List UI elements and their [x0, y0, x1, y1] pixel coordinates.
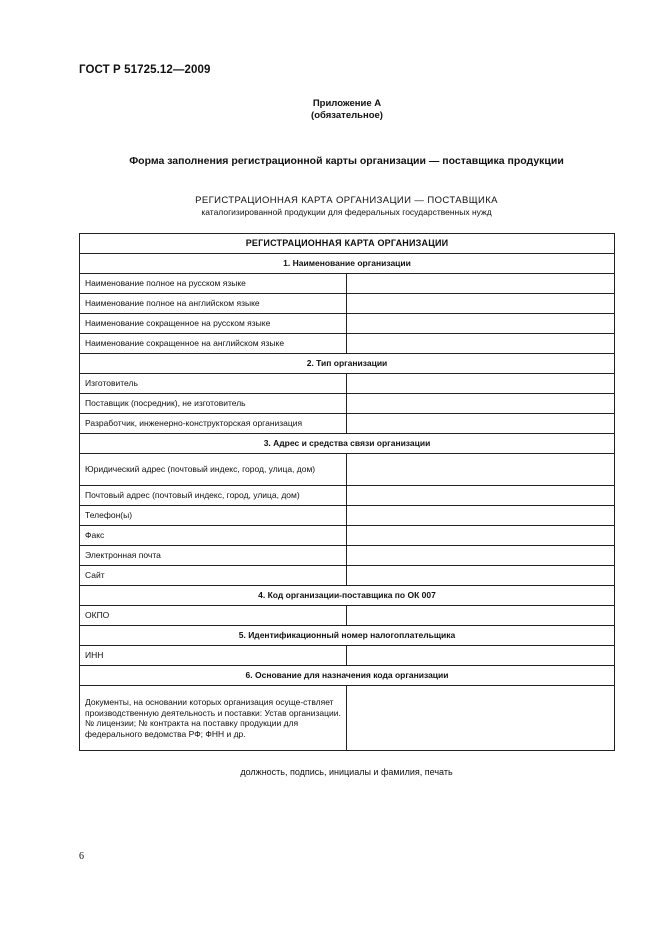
section-title: 3. Адрес и средства связи организации [80, 434, 615, 454]
table-row [80, 566, 615, 586]
section-title: 5. Идентификационный номер налогоплательщика [80, 626, 615, 646]
section-title: 6. Основание для назначения кода организации [80, 666, 615, 686]
field-label: ОКПО [80, 606, 347, 626]
table-row [80, 374, 615, 394]
registration-card-table [79, 233, 615, 751]
signature-line: должность, подпись, инициалы и фамилия, печать [240, 767, 453, 777]
field-label: Наименование сокращенное на английском языке [80, 334, 347, 354]
table-row [80, 274, 615, 294]
form-title: Форма заполнения регистрационной карты организации — поставщика продукции [129, 155, 564, 167]
field-label: Юридический адрес (почтовый индекс, город, улица, дом) [80, 454, 347, 486]
field-value-cell[interactable] [347, 394, 615, 414]
annex-status: (обязательное) [311, 110, 383, 121]
field-label: Факс [80, 526, 347, 546]
field-value-cell[interactable] [347, 274, 615, 294]
table-heading: РЕГИСТРАЦИОННАЯ КАРТА ОРГАНИЗАЦИИ [80, 234, 615, 254]
section-header-row [80, 254, 615, 274]
standard-designation: ГОСТ Р 51725.12—2009 [79, 64, 211, 76]
field-value-cell[interactable] [347, 686, 615, 751]
section-header-row [80, 434, 615, 454]
field-value-cell[interactable] [347, 526, 615, 546]
table-row [80, 646, 615, 666]
field-value-cell[interactable] [347, 606, 615, 626]
annex-block [0, 98, 661, 122]
section-header-row [80, 626, 615, 646]
table-row [80, 506, 615, 526]
table-row [80, 486, 615, 506]
table-heading-row [80, 234, 615, 254]
section-title: 4. Код организации-поставщика по ОК 007 [80, 586, 615, 606]
table-row [80, 294, 615, 314]
field-value-cell[interactable] [347, 334, 615, 354]
field-label: Изготовитель [80, 374, 347, 394]
table-row [80, 334, 615, 354]
table-row [80, 454, 615, 486]
table-row [80, 546, 615, 566]
field-label: Наименование полное на русском языке [80, 274, 347, 294]
annex-title: Приложение А [312, 98, 382, 109]
table-row [80, 686, 615, 751]
field-label: Телефон(ы) [80, 506, 347, 526]
field-label: ИНН [80, 646, 347, 666]
field-value-cell[interactable] [347, 294, 615, 314]
field-label: Почтовый адрес (почтовый индекс, город, улица, дом) [80, 486, 347, 506]
field-value-cell[interactable] [347, 454, 615, 486]
table-row [80, 526, 615, 546]
table-row [80, 606, 615, 626]
section-header-row [80, 666, 615, 686]
field-value-cell[interactable] [347, 566, 615, 586]
field-value-cell[interactable] [347, 546, 615, 566]
field-value-cell[interactable] [347, 646, 615, 666]
field-value-cell[interactable] [347, 486, 615, 506]
field-value-cell[interactable] [347, 414, 615, 434]
field-value-cell[interactable] [347, 314, 615, 334]
table-row [80, 414, 615, 434]
field-label: Разработчик, инженерно-конструкторская организация [80, 414, 347, 434]
section-header-row [80, 586, 615, 606]
section-title: 1. Наименование организации [80, 254, 615, 274]
table-row [80, 394, 615, 414]
field-label: Сайт [80, 566, 347, 586]
section-header-row [80, 354, 615, 374]
field-value-cell[interactable] [347, 506, 615, 526]
field-label: Электронная почта [80, 546, 347, 566]
field-value-cell[interactable] [347, 374, 615, 394]
field-label: Поставщик (посредник), не изготовитель [80, 394, 347, 414]
field-label: Наименование сокращенное на русском языке [80, 314, 347, 334]
card-title: РЕГИСТРАЦИОННАЯ КАРТА ОРГАНИЗАЦИИ — ПОСТАВЩИКА [195, 195, 498, 206]
page-number: 6 [79, 851, 84, 862]
card-subtitle: каталогизированной продукции для федеральных государственных нужд [201, 207, 492, 217]
section-title: 2. Тип организации [80, 354, 615, 374]
table-row [80, 314, 615, 334]
field-label: Документы, на основании которых организация осуще-ствляет производственную деятельность и поставки: Устав организации. № лицензии; № контракта на поставку продукции для федерального ведомства РФ; ФНН и др. [80, 686, 347, 751]
field-label: Наименование полное на английском языке [80, 294, 347, 314]
